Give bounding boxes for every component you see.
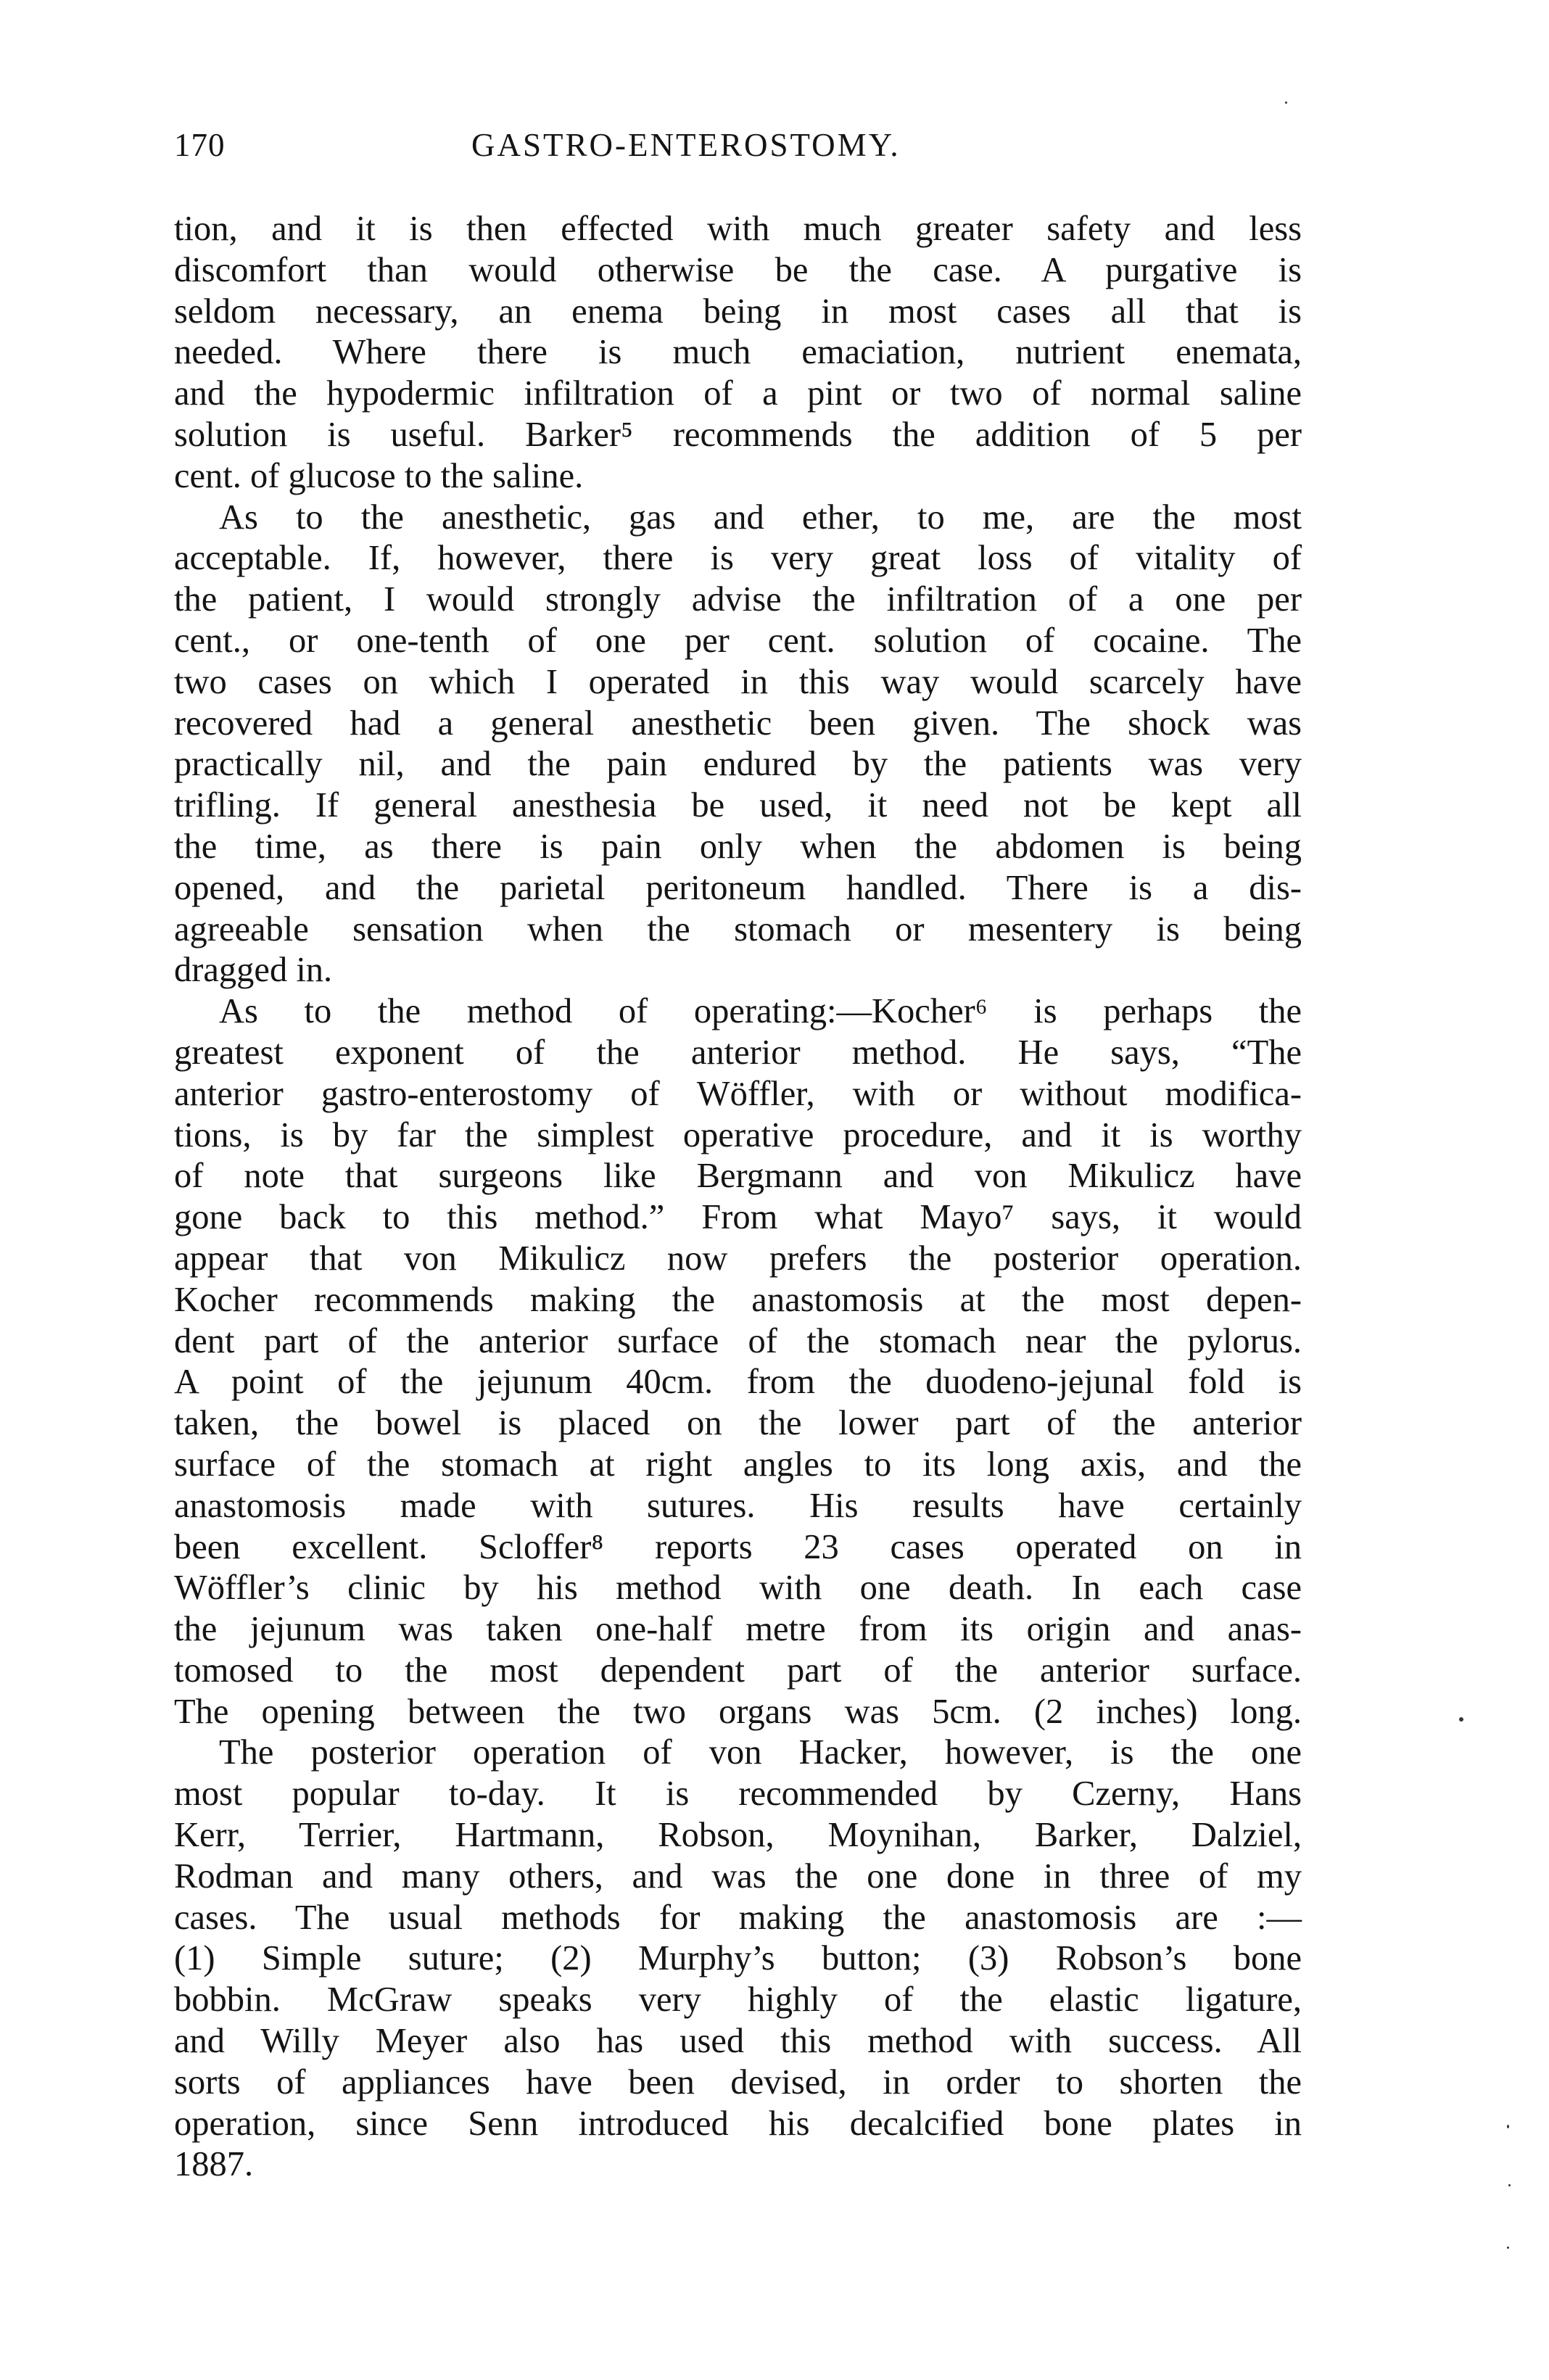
text-line: tion, and it is then effected with much greater safety and less bbox=[174, 210, 1302, 248]
text-line: Rodman and many others, and was the one done in three of my bbox=[174, 1856, 1302, 1896]
text-line: agreeable sensation when the stomach or mesentery is being bbox=[174, 909, 1302, 949]
text-line: of note that surgeons like Bergmann and von Mikulicz have bbox=[174, 1157, 1302, 1196]
text-line: cent. of glucose to the saline. bbox=[174, 456, 584, 495]
scan-speck bbox=[1285, 102, 1287, 104]
text-line: greatest exponent of the anterior method. He says, “The bbox=[174, 1033, 1302, 1072]
text-line: trifling. If general anesthesia be used, it need not be kept all bbox=[174, 786, 1302, 825]
text-line: dragged in. bbox=[174, 951, 333, 990]
text-line: operation, since Senn introduced his decalcified bone plates in bbox=[174, 2104, 1302, 2143]
text-line: Wöffler’s clinic by his method with one death. In each case bbox=[174, 1569, 1302, 1608]
text-line: cent., or one-tenth of one per cent. solution of cocaine. The bbox=[174, 621, 1302, 660]
text-line: tomosed to the most dependent part of the anterior surface. bbox=[174, 1650, 1302, 1690]
scan-speck bbox=[1507, 2247, 1509, 2249]
text-line: the time, as there is pain only when the abdomen is being bbox=[174, 827, 1302, 866]
text-line: the patient, I would strongly advise the infiltration of a one per bbox=[174, 580, 1302, 619]
text-line: been excellent. Scloffer⁸ reports 23 cases operated on in bbox=[174, 1527, 1302, 1566]
text-line: cases. The usual methods for making the anastomosis are :— bbox=[174, 1898, 1302, 1937]
text-line: discomfort than would otherwise be the case. A purgative is bbox=[174, 250, 1302, 289]
text-line: 1887. bbox=[174, 2145, 254, 2184]
text-line: the jejunum was taken one-half metre from its origin and anas- bbox=[174, 1610, 1302, 1649]
running-title: GASTRO-ENTEROSTOMY. bbox=[471, 127, 901, 163]
text-line: practically nil, and the pain endured by the patients was very bbox=[174, 745, 1302, 784]
page-number: 170 bbox=[174, 127, 226, 163]
text-line: seldom necessary, an enema being in most cases all that is bbox=[174, 292, 1302, 331]
text-line: The opening between the two organs was 5cm. (2 inches) long. bbox=[174, 1692, 1302, 1731]
text-line: sorts of appliances have been devised, in order to shorten the bbox=[174, 2062, 1302, 2102]
text-line: surface of the stomach at right angles to its long axis, and the bbox=[174, 1445, 1302, 1484]
scan-speck bbox=[1507, 2125, 1509, 2128]
text-line: recovered had a general anesthetic been given. The shock was bbox=[174, 703, 1302, 743]
scan-speck bbox=[1459, 1717, 1463, 1722]
text-line: acceptable. If, however, there is very great loss of vitality of bbox=[174, 539, 1302, 578]
text-line: taken, the bowel is placed on the lower part of the anterior bbox=[174, 1404, 1302, 1443]
text-line-paragraph-start: The posterior operation of von Hacker, however, is the one bbox=[219, 1733, 1302, 1772]
text-line: bobbin. McGraw speaks very highly of the elastic ligature, bbox=[174, 1980, 1302, 2020]
text-line: Kerr, Terrier, Hartmann, Robson, Moynihan, Barker, Dalziel, bbox=[174, 1816, 1302, 1855]
body-text bbox=[174, 209, 1302, 2186]
text-line-paragraph-start: As to the anesthetic, gas and ether, to me, are the most bbox=[219, 497, 1302, 537]
text-line: tions, is by far the simplest operative procedure, and it is worthy bbox=[174, 1115, 1302, 1154]
text-line: needed. Where there is much emaciation, nutrient enemata, bbox=[174, 333, 1302, 372]
text-line: dent part of the anterior surface of the stomach near the pylorus. bbox=[174, 1321, 1302, 1360]
scan-speck bbox=[1508, 2184, 1511, 2186]
text-line: (1) Simple suture; (2) Murphy’s button; (3) Robson’s bone bbox=[174, 1939, 1302, 1978]
text-line: most popular to-day. It is recommended by Czerny, Hans bbox=[174, 1774, 1302, 1814]
text-line: and the hypodermic infiltration of a pint or two of normal saline bbox=[174, 374, 1302, 413]
text-line: and Willy Meyer also has used this method with success. All bbox=[174, 2022, 1302, 2061]
text-line: A point of the jejunum 40cm. from the duodeno-jejunal fold is bbox=[174, 1363, 1302, 1402]
text-line: anastomosis made with sutures. His results have certainly bbox=[174, 1486, 1302, 1525]
text-line: opened, and the parietal peritoneum handled. There is a dis- bbox=[174, 868, 1302, 907]
text-line: appear that von Mikulicz now prefers the posterior operation. bbox=[174, 1239, 1302, 1278]
text-line-paragraph-start: As to the method of operating:—Kocher⁶ is perhaps the bbox=[219, 992, 1302, 1031]
text-line: two cases on which I operated in this way would scarcely have bbox=[174, 662, 1302, 701]
text-line: solution is useful. Barker⁵ recommends the addition of 5 per bbox=[174, 415, 1302, 454]
text-line: anterior gastro-enterostomy of Wöffler, with or without modifica- bbox=[174, 1074, 1302, 1113]
text-line: gone back to this method.” From what Mayo⁷ says, it would bbox=[174, 1198, 1302, 1237]
running-head bbox=[174, 123, 1305, 167]
text-line: Kocher recommends making the anastomosis at the most depen- bbox=[174, 1280, 1302, 1319]
